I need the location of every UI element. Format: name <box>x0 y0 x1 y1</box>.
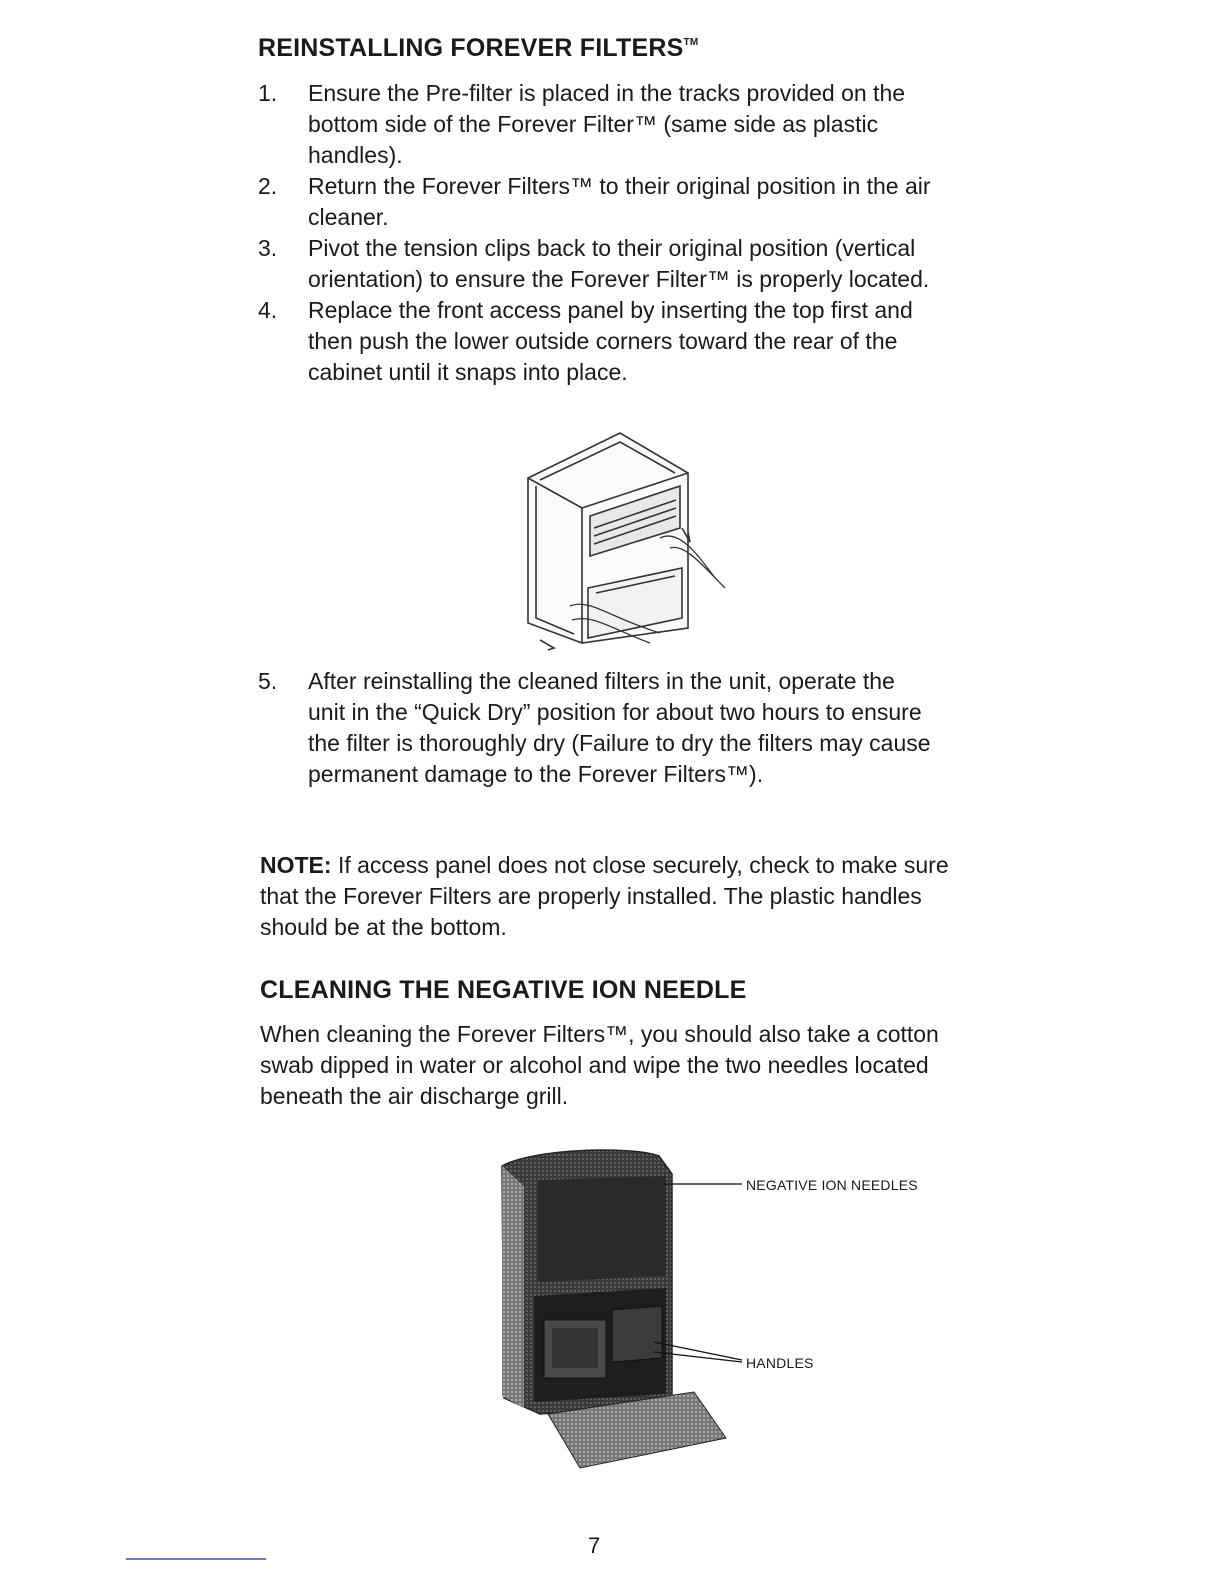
cleaning-paragraph: When cleaning the Forever Filters™, you should also take a cotton swab dipped in water or alcohol and wipe the two needles located beneath the air discharge grill. <box>260 1021 939 1109</box>
footer-rule <box>126 1558 266 1560</box>
list-item: 3. Pivot the tension clips back to their original position (vertical orientation) to ensure the Forever Filter™ is properly located. <box>258 235 930 292</box>
page-number: 7 <box>588 1533 601 1558</box>
note-paragraph: NOTE: If access panel does not close securely, check to make sure that the Forever Filters are properly installed. The plastic handles should be at the bottom. <box>260 852 949 940</box>
list-item: 5. After reinstalling the cleaned filters in the unit, operate the unit in the “Quick Dry” position for about two hours to ensure the filter is thoroughly dry (Failure to dry the filters may cause permanent damage to the Forever Filters™). <box>258 668 931 787</box>
negative-ion-needles-label: NEGATIVE ION NEEDLES <box>746 1177 918 1193</box>
access-panel-illustration <box>510 428 730 663</box>
section-heading-reinstalling: REINSTALLING FOREVER FILTERS™ <box>258 34 699 62</box>
list-item: 1. Ensure the Pre-filter is placed in the tracks provided on the bottom side of the Forever Filter™ (same side as plastic handles). <box>258 80 906 168</box>
steps-list-1-4 <box>258 78 938 388</box>
note-label: NOTE: <box>260 852 332 878</box>
list-item: 4. Replace the front access panel by inserting the top first and then push the lower outside corners toward the rear of the cabinet until it snaps into place. <box>258 297 913 385</box>
list-item: 2. Return the Forever Filters™ to their original position in the air cleaner. <box>258 173 931 230</box>
handles-label: HANDLES <box>746 1355 814 1371</box>
ion-needle-illustration <box>494 1146 754 1476</box>
trademark-mark: TM <box>683 37 699 48</box>
steps-list-5 <box>258 666 938 790</box>
section-heading-cleaning: CLEANING THE NEGATIVE ION NEEDLE <box>260 976 747 1004</box>
